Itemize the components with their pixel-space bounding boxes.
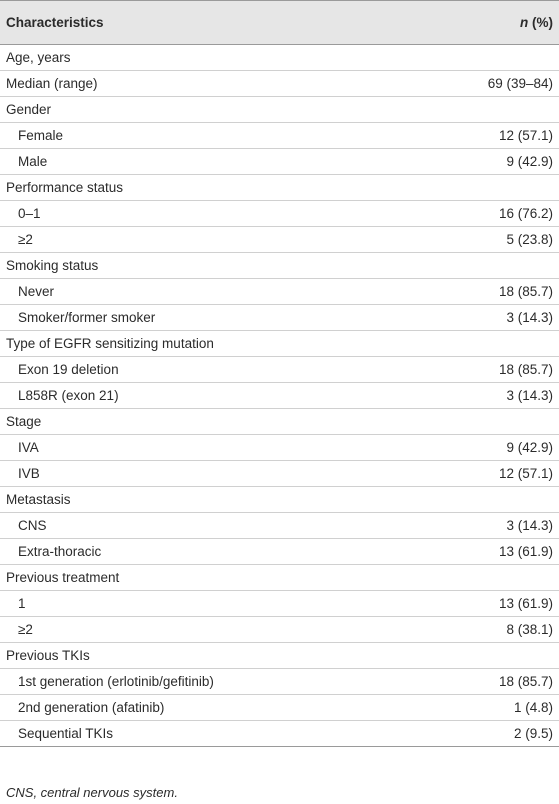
row-label: Metastasis (6, 492, 71, 507)
row-label: Extra-thoracic (18, 544, 102, 559)
row-label: Male (18, 154, 48, 169)
row-value: 13 (61.9) (498, 596, 553, 611)
row-label: Stage (6, 414, 42, 429)
row-value: 69 (39–84) (487, 76, 553, 91)
row-label: Type of EGFR sensitizing mutation (6, 336, 214, 351)
row-label: ≥2 (18, 622, 33, 637)
row-value: 3 (14.3) (506, 388, 553, 403)
row-label: 1st generation (erlotinib/gefitinib) (18, 674, 214, 689)
row-value: 3 (14.3) (506, 310, 553, 325)
row-value: 9 (42.9) (506, 440, 553, 455)
table-row (0, 461, 559, 487)
row-label: IVA (18, 440, 39, 455)
row-value: 18 (85.7) (498, 362, 553, 377)
row-label: Never (18, 284, 55, 299)
header-n-italic: n (520, 15, 529, 30)
table-header (0, 0, 559, 45)
table-row (0, 669, 559, 695)
row-label: Exon 19 deletion (18, 362, 119, 377)
table-row (0, 305, 559, 331)
table-footnote: CNS, central nervous system. (6, 785, 178, 800)
row-value: 12 (57.1) (498, 128, 553, 143)
row-label: ≥2 (18, 232, 33, 247)
table-row (0, 201, 559, 227)
row-value: 9 (42.9) (506, 154, 553, 169)
row-label: 1 (18, 596, 26, 611)
row-label: CNS (18, 518, 47, 533)
table-row (0, 149, 559, 175)
row-label: Female (18, 128, 64, 143)
table-row (0, 513, 559, 539)
header-characteristics: Characteristics (6, 15, 104, 30)
table-body (0, 45, 559, 747)
header-n-percent (520, 15, 553, 30)
table-row (0, 435, 559, 461)
row-value: 5 (23.8) (506, 232, 553, 247)
row-label: Sequential TKIs (18, 726, 114, 741)
row-label: IVB (18, 466, 40, 481)
row-value: 8 (38.1) (506, 622, 553, 637)
table-row (0, 539, 559, 565)
table-row (0, 331, 559, 357)
table-row (0, 227, 559, 253)
table-row (0, 591, 559, 617)
row-label: Smoker/former smoker (18, 310, 156, 325)
row-label: Smoking status (6, 258, 99, 273)
row-label: L858R (exon 21) (18, 388, 119, 403)
row-label: 2nd generation (afatinib) (18, 700, 165, 715)
table-row (0, 487, 559, 513)
row-value: 18 (85.7) (498, 674, 553, 689)
row-value: 13 (61.9) (498, 544, 553, 559)
table-row (0, 175, 559, 201)
row-value: 2 (9.5) (513, 726, 553, 741)
table-row (0, 721, 559, 747)
row-value: 12 (57.1) (498, 466, 553, 481)
row-value: 18 (85.7) (498, 284, 553, 299)
table-row (0, 357, 559, 383)
table-row (0, 383, 559, 409)
row-label: Gender (6, 102, 52, 117)
row-label: 0–1 (18, 206, 41, 221)
header-n-rest: (%) (528, 15, 553, 30)
table-row (0, 565, 559, 591)
table-row (0, 643, 559, 669)
table-row (0, 409, 559, 435)
table-row (0, 123, 559, 149)
table-row (0, 617, 559, 643)
table-row (0, 97, 559, 123)
table-row (0, 45, 559, 71)
row-value: 1 (4.8) (513, 700, 553, 715)
row-label: Performance status (6, 180, 124, 195)
table-row (0, 253, 559, 279)
table-row (0, 71, 559, 97)
row-label: Previous TKIs (6, 648, 90, 663)
row-label: Age, years (6, 50, 71, 65)
table-row (0, 695, 559, 721)
table-row (0, 279, 559, 305)
row-value: 3 (14.3) (506, 518, 553, 533)
row-label: Median (range) (6, 76, 98, 91)
row-value: 16 (76.2) (498, 206, 553, 221)
row-label: Previous treatment (6, 570, 120, 585)
